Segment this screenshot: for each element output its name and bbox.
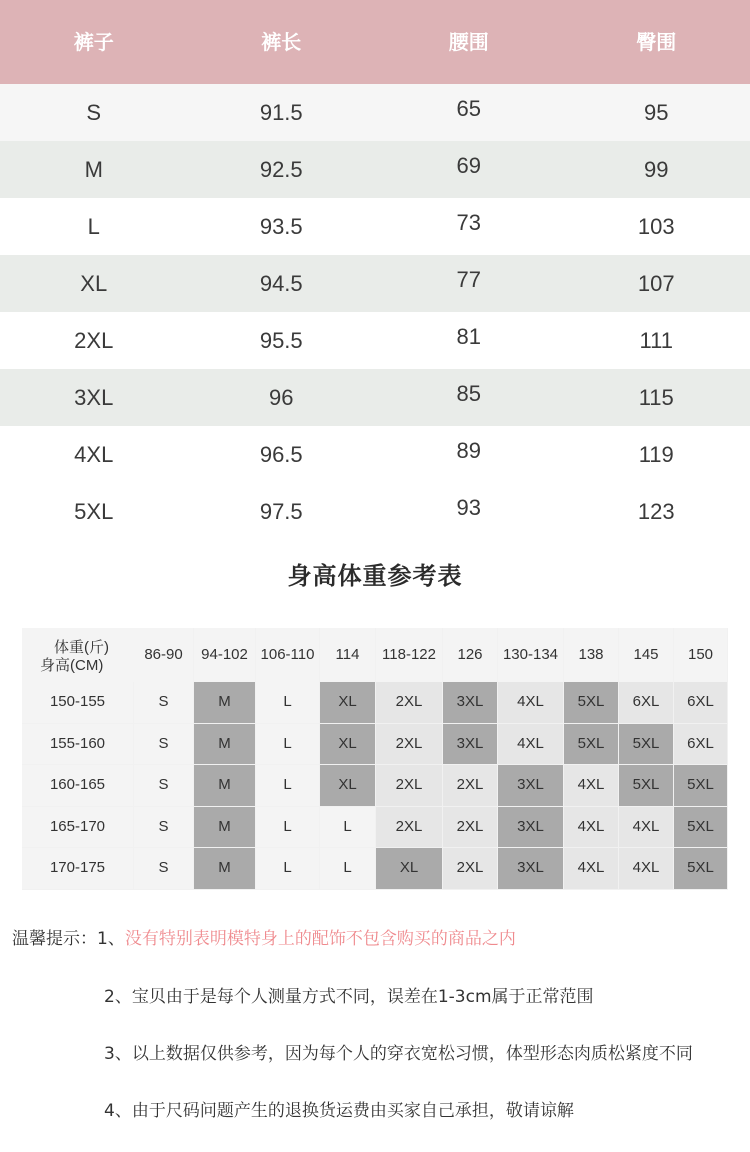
weight-header-cell: 86-90: [134, 628, 193, 682]
size-reference-cell: 6XL: [619, 682, 673, 723]
corner-cell: [22, 628, 134, 682]
hip-cell: 107: [637, 271, 675, 296]
size-table-header: [0, 0, 750, 84]
height-cell: 155-160: [22, 724, 133, 765]
size-reference-cell: L: [320, 848, 375, 889]
size-reference-cell: M: [194, 848, 255, 889]
size-reference-cell: 4XL: [564, 848, 618, 889]
waist-cell: 77: [456, 267, 481, 292]
size-cell: XL: [80, 271, 108, 296]
note-3: [104, 1039, 693, 1064]
size-reference-cell: 5XL: [564, 682, 618, 723]
length-cell: 91.5: [259, 100, 303, 125]
size-reference-cell: 3XL: [443, 724, 497, 765]
waist-cell: 81: [456, 324, 481, 349]
size-reference-cell: 4XL: [564, 807, 618, 848]
size-reference-cell: 4XL: [498, 724, 563, 765]
weight-header-cell: 114: [320, 628, 375, 682]
hip-cell: 111: [639, 328, 673, 353]
length-cell: 93.5: [259, 214, 303, 239]
size-reference-cell: XL: [376, 848, 442, 889]
size-reference-cell: 4XL: [498, 682, 563, 723]
note-2: [104, 982, 594, 1007]
note-1-text: 没有特别表明模特身上的配饰不包含购买的商品之内: [124, 929, 516, 949]
size-row: [0, 312, 750, 369]
weight-header-cell: 126: [443, 628, 497, 682]
size-cell: 2XL: [74, 328, 114, 353]
size-reference-cell: L: [256, 724, 319, 765]
length-cell: 97.5: [259, 499, 303, 524]
size-reference-cell: 2XL: [443, 765, 497, 806]
size-reference-cell: 4XL: [564, 765, 618, 806]
size-reference-cell: 4XL: [619, 848, 673, 889]
hip-cell: 95: [644, 100, 669, 125]
size-cell: M: [84, 157, 103, 182]
hip-cell: 103: [637, 214, 675, 239]
header-pants: 裤子: [73, 30, 114, 54]
height-cell: 170-175: [22, 848, 133, 889]
note-4: [104, 1096, 574, 1121]
waist-cell: 69: [456, 153, 481, 178]
size-reference-cell: S: [134, 765, 193, 806]
size-reference-cell: S: [134, 682, 193, 723]
size-reference-cell: 5XL: [619, 724, 673, 765]
size-reference-cell: 3XL: [498, 765, 563, 806]
note-4-num: 4、: [104, 1101, 132, 1121]
size-reference-cell: M: [194, 724, 255, 765]
waist-cell: 73: [456, 210, 481, 235]
weight-header-cell: 106-110: [256, 628, 319, 682]
waist-cell: 89: [456, 438, 481, 463]
weight-header-cell: 150: [674, 628, 727, 682]
weight-header-cell: 145: [619, 628, 673, 682]
size-cell: 3XL: [74, 385, 114, 410]
size-reference-cell: M: [194, 765, 255, 806]
note-4-text: 由于尺码问题产生的退换货运费由买家自己承担，敬请谅解: [131, 1101, 574, 1121]
size-reference-cell: S: [134, 724, 193, 765]
weight-header-cell: 94-102: [194, 628, 255, 682]
weight-header-cell: 138: [564, 628, 618, 682]
note-2-text: 宝贝由于是每个人测量方式不同，误差在1-3cm属于正常范围: [131, 987, 594, 1007]
height-cell: 160-165: [22, 765, 133, 806]
size-reference-cell: L: [320, 807, 375, 848]
height-cell: 150-155: [22, 682, 133, 723]
size-reference-cell: 2XL: [443, 848, 497, 889]
size-row: [0, 141, 750, 198]
note-3-num: 3、: [104, 1044, 132, 1064]
size-reference-cell: 5XL: [619, 765, 673, 806]
size-table-body: [0, 84, 750, 540]
size-reference-cell: 3XL: [443, 682, 497, 723]
size-reference-cell: 2XL: [376, 807, 442, 848]
length-cell: 95.5: [259, 328, 303, 353]
size-reference-cell: XL: [320, 682, 375, 723]
length-cell: 96.5: [259, 442, 303, 467]
size-reference-cell: XL: [320, 724, 375, 765]
size-reference-cell: S: [134, 807, 193, 848]
size-reference-cell: L: [256, 765, 319, 806]
size-reference-cell: L: [256, 682, 319, 723]
length-cell: 96: [269, 385, 294, 410]
hip-cell: 115: [638, 385, 674, 410]
size-reference-cell: S: [134, 848, 193, 889]
hip-cell: 123: [637, 499, 675, 524]
corner-height-label: 身高(CM): [40, 657, 104, 674]
header-length: 裤长: [261, 30, 302, 54]
note-2-num: 2、: [104, 987, 132, 1007]
size-reference-cell: 5XL: [674, 807, 727, 848]
height-cell: 165-170: [22, 807, 133, 848]
note-prefix: 温馨提示：: [12, 929, 97, 949]
hip-cell: 99: [644, 157, 669, 182]
hip-cell: 119: [638, 442, 674, 467]
size-reference-cell: 4XL: [619, 807, 673, 848]
waist-cell: 85: [456, 381, 481, 406]
size-reference-cell: 3XL: [498, 807, 563, 848]
note-1-num: 1、: [97, 929, 125, 949]
size-cell: L: [87, 214, 100, 239]
size-reference-cell: 3XL: [498, 848, 563, 889]
size-reference-cell: M: [194, 807, 255, 848]
corner-weight-label: 体重(斤): [54, 639, 109, 656]
height-weight-grid: [22, 628, 728, 890]
size-reference-cell: 5XL: [564, 724, 618, 765]
header-hip: 臀围: [636, 30, 677, 54]
waist-cell: 93: [456, 495, 481, 520]
weight-header-cell: 130-134: [498, 628, 563, 682]
size-reference-cell: 2XL: [376, 765, 442, 806]
size-row: [0, 369, 750, 426]
size-row: [0, 426, 750, 483]
weight-header-cell: 118-122: [376, 628, 442, 682]
size-cell: 4XL: [74, 442, 114, 467]
size-row: [0, 483, 750, 540]
length-cell: 92.5: [259, 157, 303, 182]
size-cell: S: [86, 100, 102, 125]
size-reference-cell: 6XL: [674, 724, 727, 765]
size-reference-cell: 2XL: [443, 807, 497, 848]
reference-title: 身高体重参考表: [287, 562, 463, 590]
size-reference-cell: L: [256, 848, 319, 889]
size-row: [0, 84, 750, 141]
size-reference-cell: 5XL: [674, 848, 727, 889]
size-reference-cell: L: [256, 807, 319, 848]
size-reference-cell: M: [194, 682, 255, 723]
size-cell: 5XL: [74, 499, 114, 524]
length-cell: 94.5: [259, 271, 303, 296]
note-1: [12, 924, 516, 949]
size-row: [0, 255, 750, 312]
size-reference-cell: 6XL: [674, 682, 727, 723]
header-waist: 腰围: [448, 30, 489, 54]
waist-cell: 65: [456, 96, 481, 121]
size-reference-cell: 5XL: [674, 765, 727, 806]
size-row: [0, 198, 750, 255]
size-reference-cell: 2XL: [376, 682, 442, 723]
size-reference-cell: XL: [320, 765, 375, 806]
size-reference-cell: 2XL: [376, 724, 442, 765]
note-3-text: 以上数据仅供参考，因为每个人的穿衣宽松习惯，体型形态肉质松紧度不同: [131, 1044, 693, 1064]
